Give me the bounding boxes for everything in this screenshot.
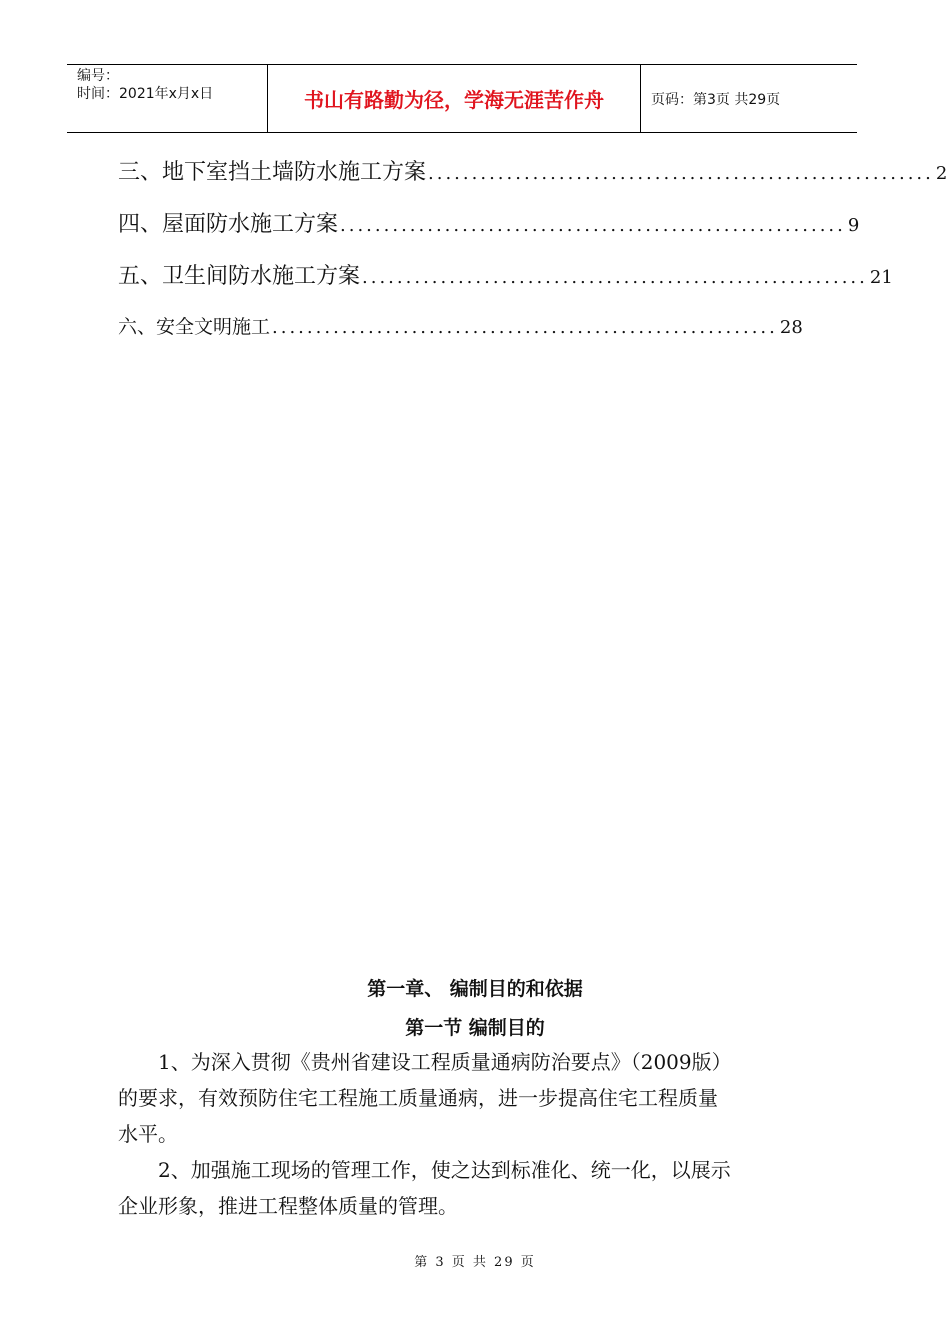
toc-leader-dots: .......................................................... — [272, 317, 778, 338]
toc-entry-safety[interactable] — [118, 312, 803, 342]
toc-entry-title: 四、屋面防水施工方案 — [118, 212, 339, 237]
toc-entry-title: 五、卫生间防水施工方案 — [118, 264, 361, 289]
paragraph-line: 的要求，有效预防住宅工程施工质量通病，进一步提高住宅工程质量 — [118, 1086, 718, 1110]
header-page-label: 页码：第3页 共29页 — [651, 91, 781, 108]
toc-entry-basement[interactable] — [118, 155, 948, 185]
page-footer: 第 3 页 共 29 页 — [414, 1255, 536, 1270]
toc-entry-page: 9 — [847, 215, 860, 236]
page-header — [67, 64, 857, 133]
paragraph-line: 水平。 — [118, 1122, 178, 1146]
number-label: 编号： — [77, 68, 119, 84]
section-title: 第一节 编制目的 — [405, 1017, 545, 1039]
chapter-title: 第一章、 编制目的和依据 — [367, 978, 583, 1000]
time-label: 时间：2021年x月x日 — [77, 86, 214, 102]
toc-entry-title: 六、安全文明施工 — [118, 316, 271, 338]
toc-leader-dots: .......................................................... — [362, 267, 868, 288]
header-info-cell — [67, 65, 268, 132]
toc-entry-title: 三、地下室挡土墙防水施工方案 — [118, 160, 427, 185]
toc-entry-roof[interactable] — [118, 207, 860, 237]
header-motto: 书山有路勤为径，学海无涯苦作舟 — [268, 65, 641, 132]
paragraph-line: 1、为深入贯彻《贵州省建设工程质量通病防治要点》（2009版） — [118, 1050, 732, 1074]
paragraph-line: 企业形象，推进工程整体质量的管理。 — [118, 1194, 458, 1218]
paragraph-line: 2、加强施工现场的管理工作，使之达到标准化、统一化，以展示 — [118, 1158, 731, 1182]
toc-entry-page: 2 — [935, 163, 948, 184]
toc-leader-dots: .......................................................... — [428, 163, 934, 184]
toc-entry-page: 28 — [779, 317, 803, 338]
toc-leader-dots: .......................................................... — [340, 215, 846, 236]
toc-entry-bathroom[interactable] — [118, 259, 893, 289]
body-text — [118, 1044, 818, 1224]
toc-entry-page: 21 — [869, 267, 893, 288]
